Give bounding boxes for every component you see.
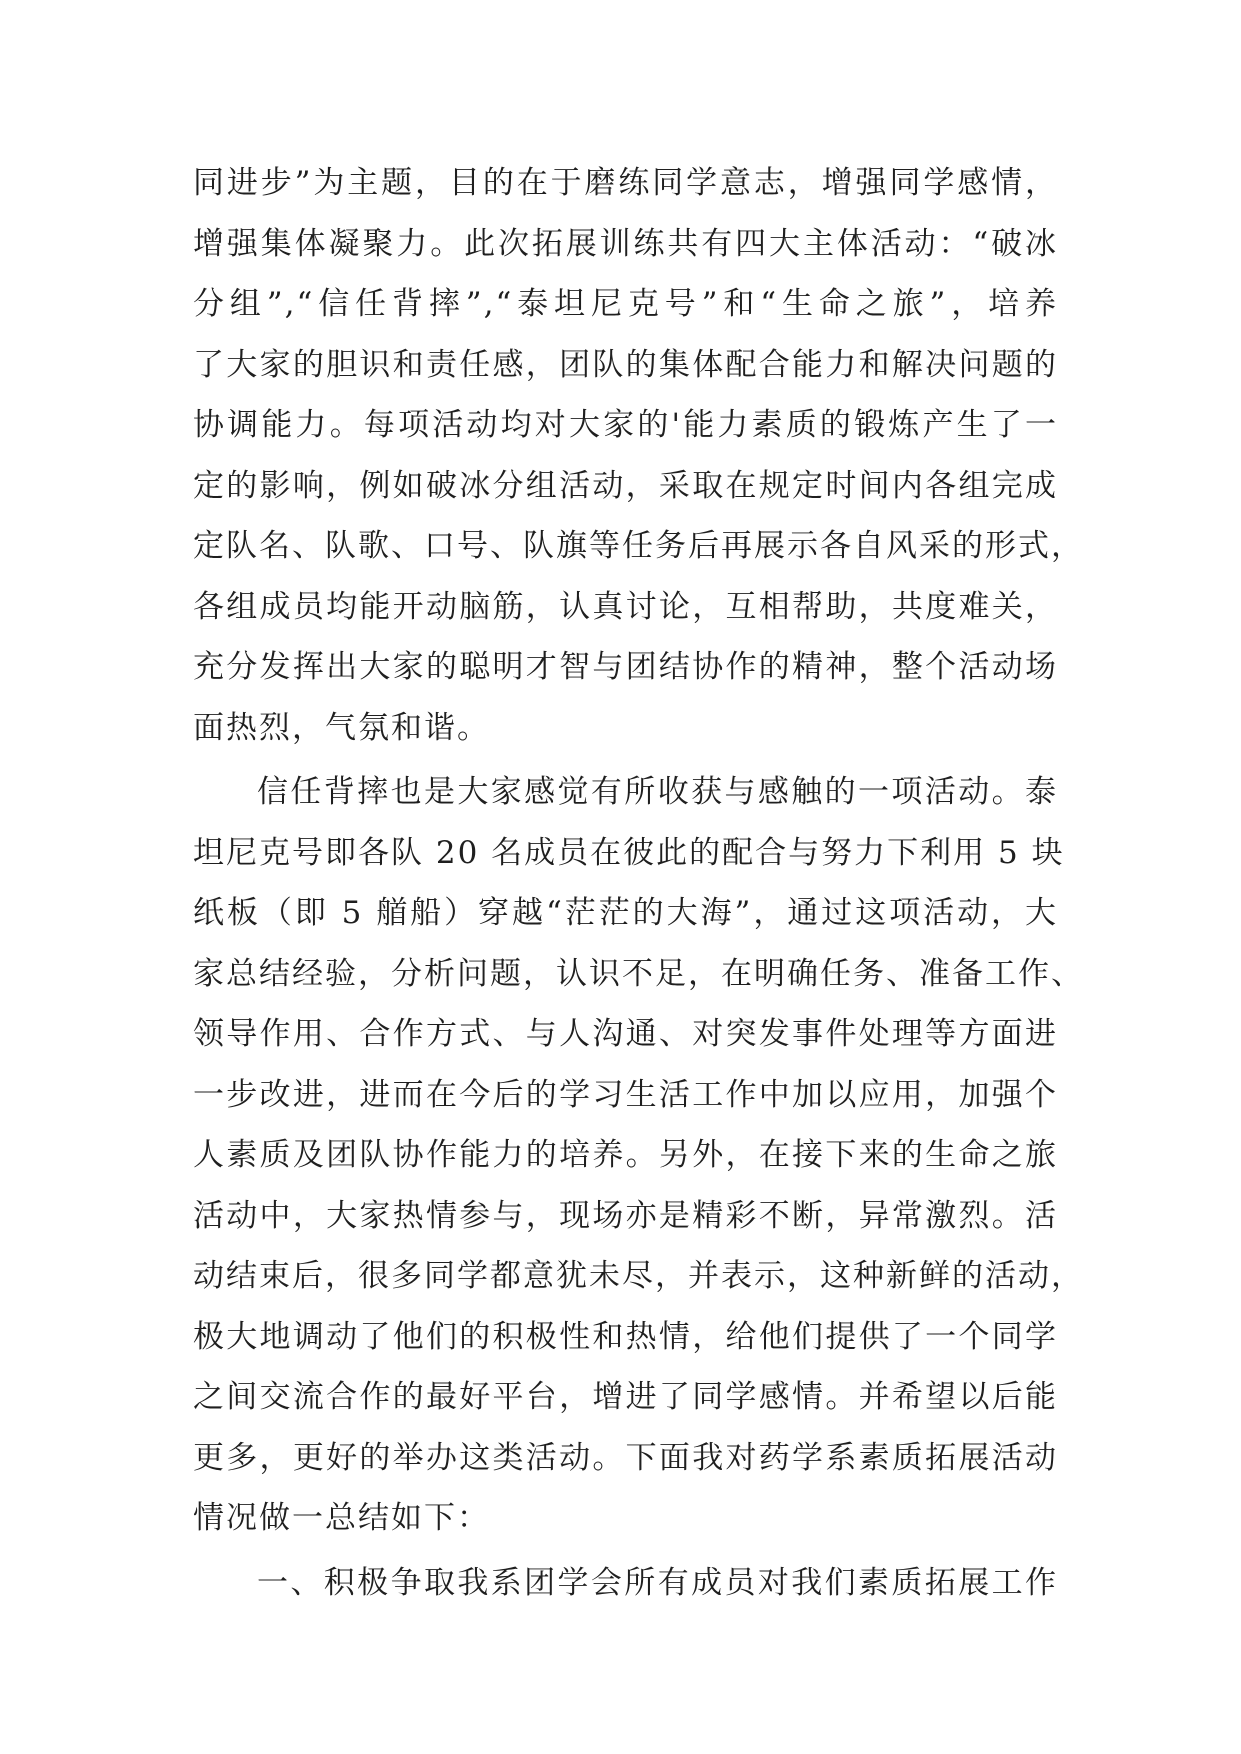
text-line: 领导作用、合作方式、与人沟通、对突发事件处理等方面进	[193, 1016, 1058, 1052]
text-line: 活动中，大家热情参与，现场亦是精彩不断，异常激烈。活	[193, 1197, 1058, 1234]
text-line: 动结束后，很多同学都意犹未尽，并表示，这种新鲜的活动，	[193, 1258, 1084, 1294]
text-line: 一步改进，进而在今后的学习生活工作中加以应用，加强个	[193, 1076, 1058, 1113]
text-line: 之间交流合作的最好平台，增进了同学感情。并希望以后能	[193, 1379, 1058, 1415]
text-line: 情况做一总结如下：	[193, 1500, 490, 1536]
text-line: 坦尼克号即各队 20 名成员在彼此的配合与努力下利用 5 块	[193, 834, 1065, 871]
text-line: 同进步”为主题，目的在于磨练同学意志，增强同学感情，	[193, 165, 1058, 201]
text-line: 极大地调动了他们的积极性和热情，给他们提供了一个同学	[193, 1318, 1058, 1355]
text-line: 各组成员均能开动脑筋，认真讨论，互相帮助，共度难关，	[193, 588, 1058, 625]
paragraph-3	[193, 1553, 1058, 1614]
text-line: 一、积极争取我系团学会所有成员对我们素质拓展工作	[257, 1564, 1058, 1601]
text-line: 定队名、队歌、口号、队旗等任务后再展示各自风采的形式，	[193, 528, 1084, 564]
text-line: 增强集体凝聚力。此次拓展训练共有四大主体活动：“破冰	[193, 225, 1058, 262]
text-line: 协调能力。每项活动均对大家的'能力素质的锻炼产生了一	[193, 407, 1058, 443]
text-line: 家总结经验，分析问题，认识不足，在明确任务、准备工作、	[193, 955, 1084, 992]
text-line: 信任背摔也是大家感觉有所收获与感触的一项活动。泰	[257, 774, 1058, 810]
text-line: 分组”,“信任背摔”,“泰坦尼克号”和“生命之旅”，培养	[193, 286, 1058, 322]
document-body	[193, 153, 1084, 1613]
text-line: 充分发挥出大家的聪明才智与团结协作的精神，整个活动场	[193, 649, 1058, 685]
text-line: 定的影响，例如破冰分组活动，采取在规定时间内各组完成	[193, 467, 1058, 504]
paragraph-2	[193, 762, 1084, 1549]
paragraph-1	[193, 153, 1084, 758]
text-line: 面热烈，气氛和谐。	[193, 709, 490, 746]
text-line: 人素质及团队协作能力的培养。另外，在接下来的生命之旅	[193, 1137, 1058, 1173]
text-line: 了大家的胆识和责任感，团队的集体配合能力和解决问题的	[193, 346, 1058, 383]
text-line: 更多，更好的举办这类活动。下面我对药学系素质拓展活动	[193, 1439, 1058, 1476]
text-line: 纸板（即 5 艏船）穿越“茫茫的大海”，通过这项活动，大	[193, 895, 1058, 931]
